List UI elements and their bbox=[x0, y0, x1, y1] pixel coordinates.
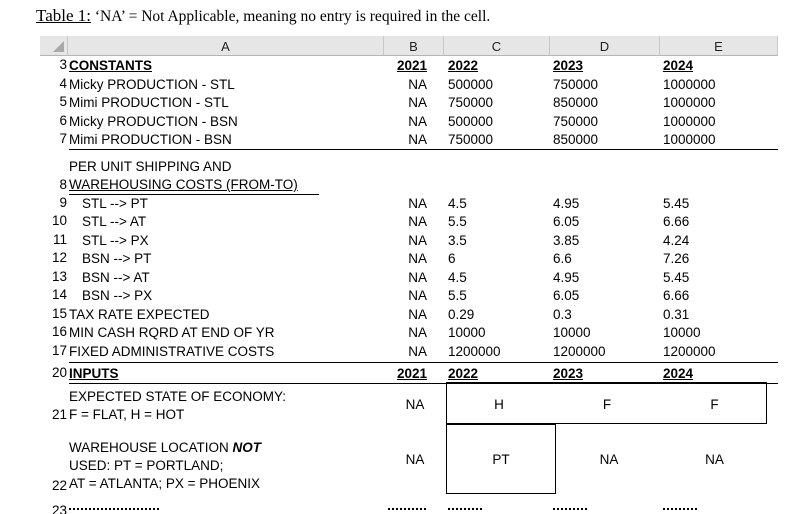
value-cell[interactable]: 1200000 bbox=[448, 344, 501, 359]
route-label[interactable]: STL --> PT bbox=[82, 196, 148, 211]
row-label[interactable]: Mimi PRODUCTION - STL bbox=[69, 95, 229, 110]
column-header-b[interactable]: B bbox=[384, 36, 444, 56]
value-cell[interactable]: NA bbox=[405, 397, 425, 412]
row-label[interactable]: TAX RATE EXPECTED bbox=[69, 307, 210, 322]
route-label[interactable]: BSN --> PT bbox=[82, 251, 152, 266]
route-label[interactable]: STL --> PX bbox=[82, 233, 149, 248]
row-number: 16 bbox=[51, 324, 67, 339]
economy-label-line1: EXPECTED STATE OF ECONOMY: bbox=[69, 389, 287, 404]
table-row bbox=[40, 94, 778, 112]
economy-input-2023[interactable]: F bbox=[602, 397, 612, 412]
row-number: 10 bbox=[51, 213, 67, 228]
warehouse-label-emphasis: NOT bbox=[232, 440, 262, 455]
row-number: 14 bbox=[51, 287, 67, 302]
value-cell[interactable]: 1200000 bbox=[663, 344, 716, 359]
value-cell[interactable]: NA bbox=[408, 270, 427, 285]
table-caption bbox=[36, 6, 776, 26]
warehouse-label[interactable] bbox=[69, 439, 261, 493]
value-cell[interactable]: 1000000 bbox=[663, 77, 716, 92]
value-cell[interactable]: 5.5 bbox=[448, 214, 467, 229]
value-cell[interactable]: 850000 bbox=[553, 95, 599, 110]
value-cell[interactable]: NA bbox=[408, 77, 427, 92]
value-cell[interactable]: 6 bbox=[448, 251, 456, 266]
value-cell[interactable]: 4.24 bbox=[663, 233, 690, 248]
caption-text: ‘NA’ = Not Applicable, meaning no entry is required in the cell. bbox=[90, 8, 491, 25]
cut-off-row-text bbox=[663, 508, 697, 510]
economy-label[interactable] bbox=[69, 388, 286, 424]
value-cell[interactable]: 5.45 bbox=[663, 196, 690, 211]
row-number: 20 bbox=[51, 365, 67, 380]
row-number: 11 bbox=[52, 232, 67, 247]
value-cell[interactable]: 1000000 bbox=[663, 95, 716, 110]
value-cell[interactable]: 5.5 bbox=[448, 288, 467, 303]
year-cell[interactable]: 2021 bbox=[396, 58, 427, 73]
value-cell[interactable]: 750000 bbox=[448, 132, 494, 147]
row-number: 5 bbox=[59, 94, 67, 109]
value-cell[interactable]: 0.31 bbox=[663, 307, 690, 322]
value-cell[interactable]: 7.26 bbox=[663, 251, 690, 266]
spreadsheet bbox=[40, 36, 778, 514]
year-cell[interactable]: 2021 bbox=[396, 366, 427, 381]
value-cell[interactable]: NA bbox=[705, 452, 724, 467]
row-number: 15 bbox=[51, 306, 67, 321]
cut-off-row-text bbox=[448, 508, 482, 510]
value-cell[interactable]: NA bbox=[408, 132, 427, 147]
table-row bbox=[40, 76, 778, 94]
warehouse-input-2022[interactable]: PT bbox=[492, 452, 510, 467]
year-cell[interactable]: 2024 bbox=[663, 366, 694, 381]
column-header-c[interactable]: C bbox=[444, 36, 550, 56]
value-cell[interactable]: 10000 bbox=[553, 325, 591, 340]
row-number: 13 bbox=[51, 269, 67, 284]
table-row bbox=[40, 324, 778, 342]
value-cell[interactable]: 6.05 bbox=[553, 288, 580, 303]
route-label[interactable]: STL --> AT bbox=[82, 214, 147, 229]
table-row bbox=[40, 57, 778, 75]
value-cell[interactable]: NA bbox=[408, 251, 427, 266]
value-cell[interactable]: 0.29 bbox=[448, 307, 475, 322]
row-number: 9 bbox=[59, 195, 67, 210]
year-cell[interactable]: 2022 bbox=[448, 366, 479, 381]
value-cell[interactable]: 6.05 bbox=[553, 214, 580, 229]
year-cell[interactable]: 2023 bbox=[553, 58, 584, 73]
value-cell[interactable]: 5.45 bbox=[663, 270, 690, 285]
row-label[interactable]: Micky PRODUCTION - STL bbox=[69, 77, 235, 92]
cut-off-row-text bbox=[69, 508, 159, 510]
row-number: 12 bbox=[51, 250, 67, 265]
inputs-heading[interactable]: INPUTS bbox=[69, 366, 119, 381]
table-row bbox=[40, 213, 778, 231]
value-cell[interactable]: 4.95 bbox=[553, 196, 580, 211]
economy-input-2022[interactable]: H bbox=[494, 397, 504, 412]
value-cell[interactable]: 0.3 bbox=[553, 307, 572, 322]
shipping-heading-line1: PER UNIT SHIPPING AND bbox=[69, 159, 232, 174]
row-number-partial: 23 bbox=[51, 503, 67, 514]
warehouse-label-line3: AT = ATLANTA; PX = PHOENIX bbox=[69, 476, 261, 491]
row-number: 22 bbox=[51, 478, 67, 493]
economy-input-2024[interactable]: F bbox=[710, 397, 719, 412]
route-label[interactable]: BSN --> PX bbox=[82, 288, 153, 303]
economy-label-line2: F = FLAT, H = HOT bbox=[69, 407, 185, 422]
value-cell[interactable]: 750000 bbox=[553, 114, 599, 129]
constants-heading[interactable]: CONSTANTS bbox=[69, 58, 152, 73]
column-header-a[interactable]: A bbox=[68, 36, 384, 56]
select-all-triangle-icon bbox=[53, 41, 64, 52]
value-cell[interactable]: 6.66 bbox=[663, 288, 690, 303]
row-divider bbox=[69, 149, 778, 150]
value-cell[interactable]: NA bbox=[408, 325, 427, 340]
table-row bbox=[40, 306, 778, 324]
year-cell[interactable]: 2023 bbox=[553, 366, 584, 381]
value-cell[interactable]: 1000000 bbox=[663, 132, 716, 147]
value-cell[interactable]: 1200000 bbox=[553, 344, 606, 359]
value-cell[interactable]: 750000 bbox=[553, 77, 599, 92]
value-cell[interactable]: NA bbox=[405, 452, 425, 467]
value-cell[interactable]: 10000 bbox=[663, 325, 701, 340]
table-row bbox=[40, 195, 778, 213]
value-cell[interactable]: 750000 bbox=[448, 95, 494, 110]
row-number: 6 bbox=[59, 113, 67, 128]
row-label[interactable]: MIN CASH RQRD AT END OF YR bbox=[69, 325, 275, 340]
warehouse-label-line1 bbox=[69, 439, 261, 457]
value-cell[interactable]: 4.5 bbox=[448, 270, 467, 285]
route-label[interactable]: BSN --> AT bbox=[82, 270, 150, 285]
cut-off-row-text bbox=[553, 508, 587, 510]
column-header-e[interactable]: E bbox=[660, 36, 778, 56]
value-cell[interactable]: 500000 bbox=[448, 77, 494, 92]
value-cell[interactable]: NA bbox=[408, 233, 427, 248]
value-cell[interactable]: NA bbox=[408, 288, 427, 303]
value-cell[interactable]: NA bbox=[408, 95, 427, 110]
select-all-corner[interactable] bbox=[40, 36, 68, 56]
table-row bbox=[40, 113, 778, 131]
value-cell[interactable]: NA bbox=[408, 214, 427, 229]
table-row bbox=[40, 232, 778, 250]
row-number: 7 bbox=[59, 131, 67, 146]
warehouse-label-text: WAREHOUSE LOCATION bbox=[69, 440, 233, 455]
row-label[interactable]: FIXED ADMINISTRATIVE COSTS bbox=[69, 344, 275, 359]
value-cell[interactable]: NA bbox=[408, 196, 427, 211]
row-number: 17 bbox=[51, 343, 67, 358]
caption-label: Table 1: bbox=[36, 6, 91, 25]
table-row bbox=[40, 365, 778, 383]
table-row bbox=[40, 343, 778, 361]
table-row bbox=[40, 131, 778, 149]
row-number: 21 bbox=[51, 407, 67, 422]
year-cell[interactable]: 2024 bbox=[663, 58, 694, 73]
value-cell[interactable]: NA bbox=[408, 344, 427, 359]
shipping-heading-line2: WAREHOUSING COSTS (FROM-TO) bbox=[69, 177, 298, 192]
value-cell[interactable]: NA bbox=[408, 114, 427, 129]
shipping-heading[interactable] bbox=[69, 158, 298, 194]
value-cell[interactable]: 3.5 bbox=[448, 233, 467, 248]
value-cell[interactable]: 6.66 bbox=[663, 214, 690, 229]
column-header-d[interactable]: D bbox=[550, 36, 660, 56]
table-row bbox=[40, 250, 778, 268]
cut-off-row-text bbox=[388, 508, 426, 510]
value-cell[interactable]: 1000000 bbox=[663, 114, 716, 129]
value-cell[interactable]: 3.85 bbox=[553, 233, 580, 248]
row-label[interactable]: Micky PRODUCTION - BSN bbox=[69, 114, 238, 129]
row-number: 4 bbox=[59, 76, 67, 91]
row-label[interactable]: Mimi PRODUCTION - BSN bbox=[69, 132, 232, 147]
row-divider bbox=[69, 362, 778, 363]
value-cell[interactable]: 6.6 bbox=[553, 251, 572, 266]
row-number: 8 bbox=[59, 177, 67, 192]
value-cell[interactable]: 500000 bbox=[448, 114, 494, 129]
table-row bbox=[40, 269, 778, 287]
year-cell[interactable]: 2022 bbox=[448, 58, 479, 73]
value-cell[interactable]: NA bbox=[599, 452, 619, 467]
warehouse-label-line2: USED: PT = PORTLAND; bbox=[69, 458, 224, 473]
value-cell[interactable]: NA bbox=[408, 307, 427, 322]
table-row bbox=[40, 287, 778, 305]
value-cell[interactable]: 4.5 bbox=[448, 196, 467, 211]
row-number: 3 bbox=[59, 57, 67, 72]
value-cell[interactable]: 10000 bbox=[448, 325, 486, 340]
value-cell[interactable]: 850000 bbox=[553, 132, 599, 147]
value-cell[interactable]: 4.95 bbox=[553, 270, 580, 285]
